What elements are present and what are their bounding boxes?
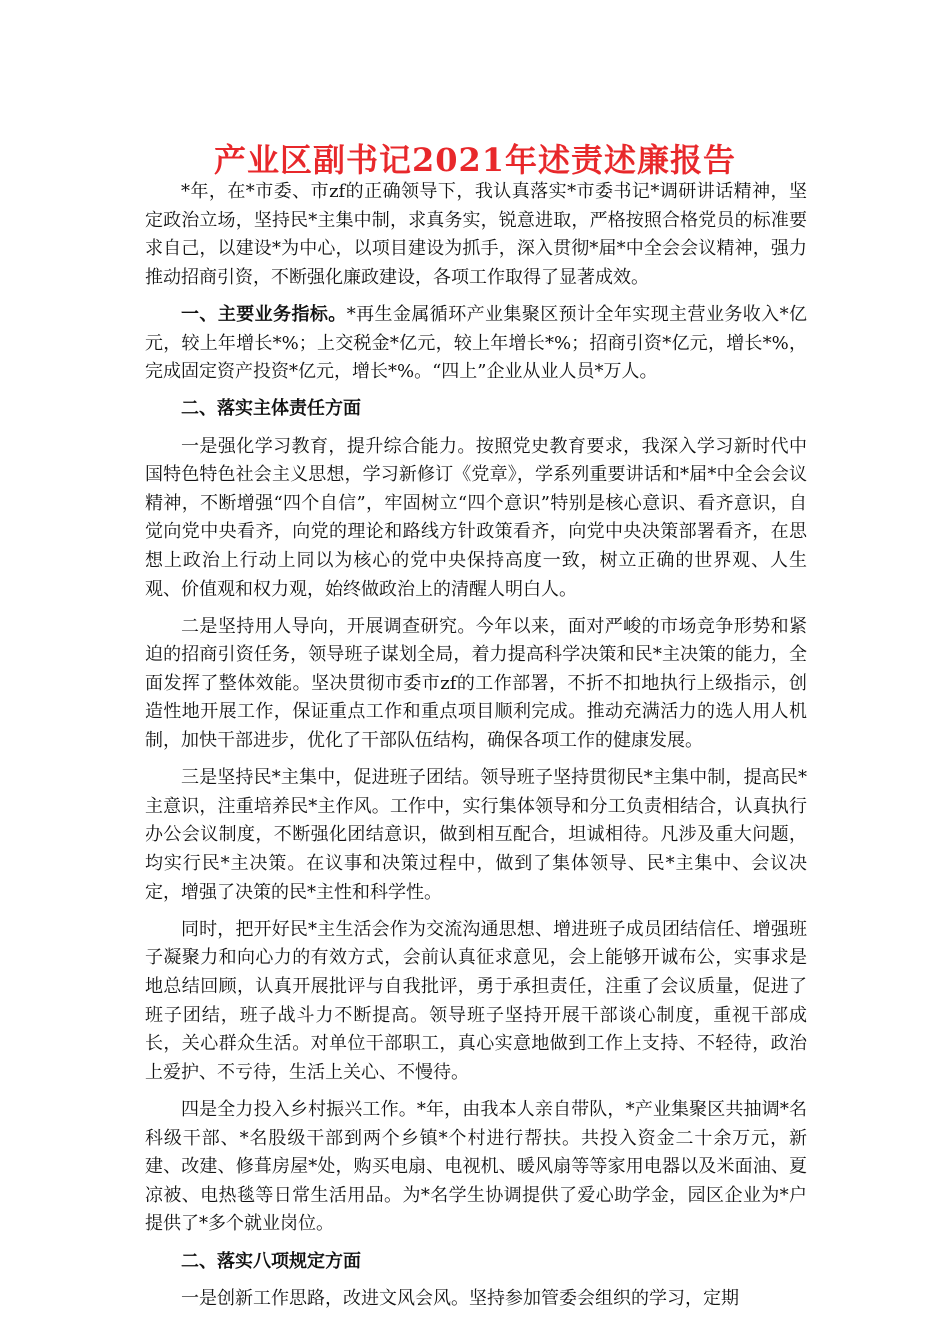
- paragraph-democratic-centralism: 三是坚持民*主集中，促进班子团结。领导班子坚持贯彻民*主集中制，提高民*主意识，注重培养民*主作风。工作中，实行集体领导和分工负责相结合，认真执行办公会议制度，不断强化团结意识，做到相互配合，坦诚相待。凡涉及重大问题，均实行民*主决策。在议事和决策过程中，做到了集体领导、民*主集中、会议决定，增强了决策的民*主性和科学性。: [145, 767, 807, 903]
- section-text: *再生金属循环产业集聚区预计全年实现主营业务收入*亿元，较上年增长*%；上交税金*亿元，较上年增长*%；招商引资*亿元，增长*%，完成固定资产投资*亿元，增长*%。“四上”企业从业人员*万人。: [145, 303, 808, 383]
- section-lead-heading: 一、主要业务指标。: [181, 303, 347, 325]
- paragraph-personnel-orientation: 二是坚持用人导向，开展调查研究。今年以来，面对严峻的市场竞争形势和紧迫的招商引资任务，领导班子谋划全局，着力提高科学决策和民*主决策的能力，全面发挥了整体效能。坚决贯彻市委市zf的工作部署，不折不扣地执行上级指示，创造性地开展工作，保证重点工作和重点项目顺利完成。推动充满活力的选人用人机制，加快干部进步，优化了干部队伍结构，确保各项工作的健康发展。: [145, 615, 807, 752]
- section-business-indicators: [145, 301, 807, 387]
- paragraph-study-education: 一是强化学习教育，提升综合能力。按照党史教育要求，我深入学习新时代中国特色特色社会主义思想，学习新修订《党章》，学系列重要讲话和*届*中全会会议精神，不断增强“四个自信”，牢固树立“四个意识”特别是核心意识、看齐意识，自觉向党中央看齐，向党的理论和路线方针政策看齐，向党中央决策部署看齐，在思想上政治上行动上同以为核心的党中央保持高度一致，树立正确的世界观、人生观、价值观和权力观，始终做政治上的清醒人明白人。: [145, 435, 807, 600]
- paragraph-innovate-work-style: 一是创新工作思路，改进文风会风。坚持参加管委会组织的学习，定期: [181, 1287, 739, 1309]
- document-title: 产业区副书记2021年述责述廉报告: [213, 141, 737, 179]
- paragraph-rural-revitalization: 四是全力投入乡村振兴工作。*年，由我本人亲自带队，*产业集聚区共抽调*名科级干部、*名股级干部到两个乡镇*个村进行帮扶。共投入资金二十余万元，新建、改建、修葺房屋*处，购买电扇、电视机、暖风扇等等家用电器以及米面油、夏凉被、电热毯等日常生活用品。为*名学生协调提供了爱心助学金，园区企业为*户提供了*多个就业岗位。: [145, 1098, 807, 1235]
- intro-paragraph: *年，在*市委、市zf的正确领导下，我认真落实*市委书记*调研讲话精神，坚定政治立场，坚持民*主集中制，求真务实，锐意进取，严格按照合格党员的标准要求自己，以建设*为中心，以项目建设为抓手，深入贯彻*届*中全会会议精神，强力推动招商引资，不断强化廉政建设，各项工作取得了显著成效。: [145, 181, 807, 288]
- section-heading-eight-rules: 二、落实八项规定方面: [181, 1250, 361, 1272]
- paragraph-democratic-life-meeting: 同时，把开好民*主生活会作为交流沟通思想、增进班子成员团结信任、增强班子凝聚力和向心力的有效方式，会前认真征求意见，会上能够开诚布公，实事求是地总结回顾，认真开展批评与自我批评，勇于承担责任，注重了会议质量，促进了班子团结，班子战斗力不断提高。领导班子坚持开展干部谈心制度，重视干部成长，关心群众生活。对单位干部职工，真心实意地做到工作上支持、不轻待，政治上爱护、不亏待，生活上关心、不慢待。: [145, 918, 807, 1083]
- document-body: [145, 178, 807, 1322]
- section-heading-main-responsibility: 二、落实主体责任方面: [181, 398, 361, 420]
